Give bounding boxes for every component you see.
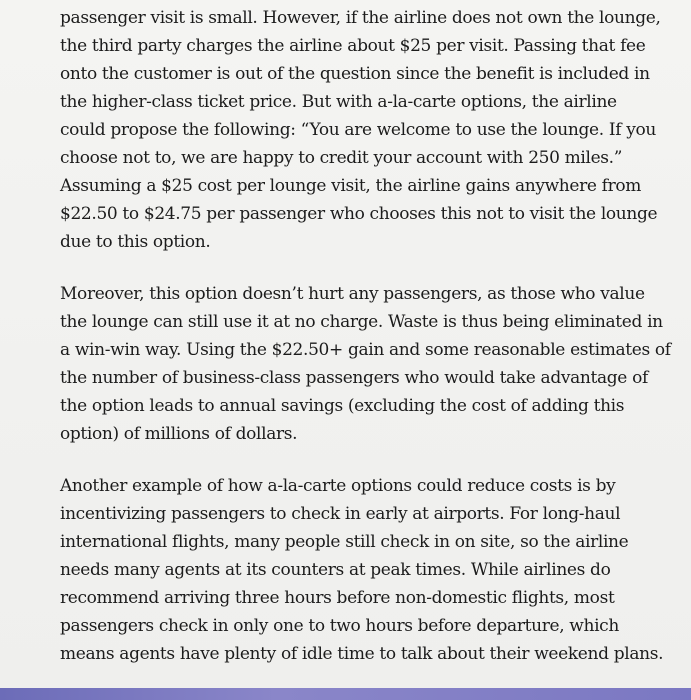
text-line: international flights, many people still check in on site, so the airline [60, 532, 629, 552]
text-line: the lounge can still use it at no charge. Waste is thus being eliminated in [60, 312, 663, 332]
text-line: means agents have plenty of idle time to talk about their weekend plans. [60, 644, 664, 664]
text-line: $22.50 to $24.75 per passenger who chooses this not to visit the lounge [60, 204, 658, 224]
text-line: Moreover, this option doesn’t hurt any passengers, as those who value [60, 284, 645, 304]
text-line: the option leads to annual savings (excluding the cost of adding this [60, 396, 625, 416]
text-line: onto the customer is out of the question since the benefit is included in [60, 64, 650, 84]
paragraph-2 [60, 280, 671, 448]
text-line: choose not to, we are happy to credit your account with 250 miles.” [60, 148, 623, 168]
text-line: the third party charges the airline about $25 per visit. Passing that fee [60, 36, 646, 56]
text-line: the number of business-class passengers who would take advantage of [60, 368, 648, 388]
text-line: a win-win way. Using the $22.50+ gain and some reasonable estimates of [60, 340, 671, 360]
text-line: option) of millions of dollars. [60, 424, 298, 444]
text-line: passengers check in only one to two hours before departure, which [60, 616, 619, 636]
text-line: Assuming a $25 cost per lounge visit, the airline gains anywhere from [60, 176, 642, 196]
text-line: due to this option. [60, 232, 211, 252]
text-line: passenger visit is small. However, if the airline does not own the lounge, [60, 8, 661, 28]
paragraph-1 [60, 4, 661, 256]
text-line: incentivizing passengers to check in early at airports. For long-haul [60, 504, 621, 524]
text-line: recommend arriving three hours before non-domestic flights, most [60, 588, 615, 608]
paragraph-3 [60, 472, 664, 668]
text-line: needs many agents at its counters at peak times. While airlines do [60, 560, 611, 580]
text-line: Another example of how a-la-carte options could reduce costs is by [60, 476, 616, 496]
text-line: the higher-class ticket price. But with a-la-carte options, the airline [60, 92, 617, 112]
text-line: could propose the following: “You are welcome to use the lounge. If you [60, 120, 656, 140]
article-body [60, 4, 671, 692]
bottom-edge-strip [0, 688, 691, 700]
